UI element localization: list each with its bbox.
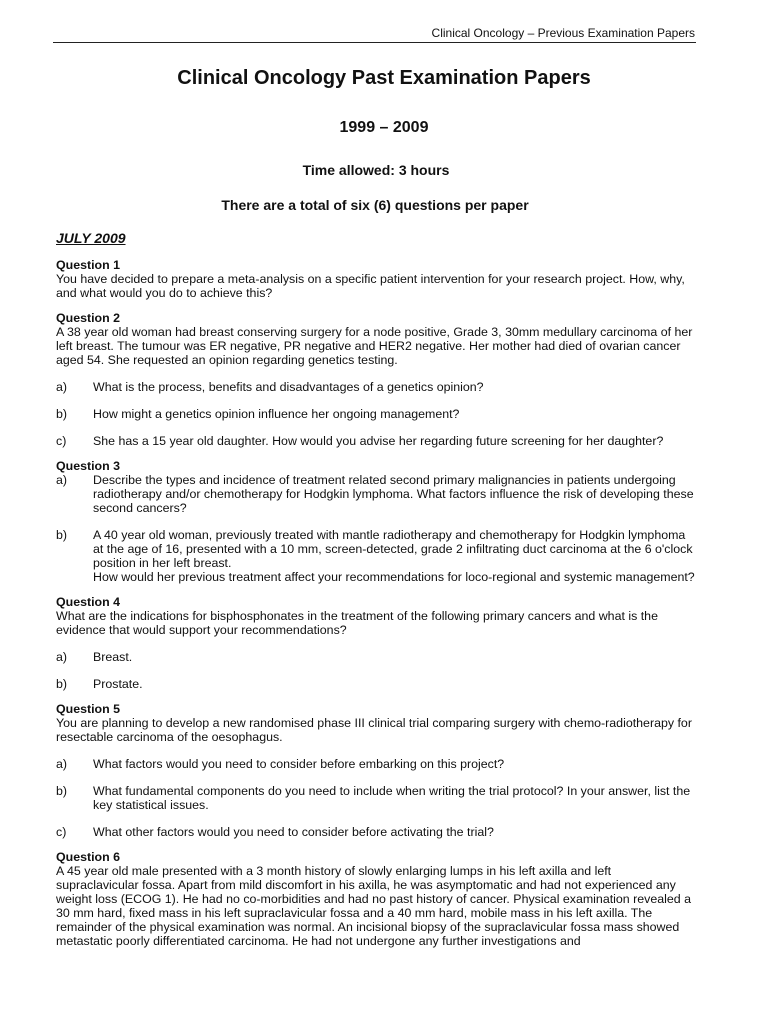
part-text: What is the process, benefits and disadvantages of a genetics opinion? — [93, 380, 484, 394]
section-heading: JULY 2009 — [56, 230, 126, 246]
question-3 — [56, 459, 696, 584]
part-text: Describe the types and incidence of treatment related second primary malignancies in patients undergoing radiotherapy and/or chemotherapy for Hodgkin lymphoma. What factors influence the risk of developing these second cancers? — [93, 473, 694, 515]
part-letter: a) — [56, 757, 68, 771]
time-allowed: Time allowed: 3 hours — [302, 162, 450, 178]
part-letter: a) — [56, 473, 68, 487]
question-part — [56, 380, 696, 394]
part-text: How might a genetics opinion influence her ongoing management? — [93, 407, 460, 421]
question-5 — [56, 702, 696, 839]
question-title: Question 6 — [56, 850, 121, 864]
question-1 — [56, 258, 696, 300]
question-part — [56, 407, 696, 421]
question-parts — [56, 380, 696, 448]
exam-content — [56, 229, 696, 959]
part-text: A 40 year old woman, previously treated with mantle radiotherapy and chemotherapy for Hodgkin lymphoma at the age of 16, presented with a 10 mm, screen-detected, grade 2 infiltrating duct carcinoma at the 6 o'clock position in her left breast. — [93, 528, 693, 570]
question-4 — [56, 595, 696, 691]
part-text: What fundamental components do you need to include when writing the trial protocol? In your answer, list the key statistical issues. — [93, 784, 691, 812]
question-title: Question 2 — [56, 311, 121, 325]
running-header: Clinical Oncology – Previous Examination Papers — [431, 26, 695, 40]
question-part — [56, 757, 696, 771]
part-letter: b) — [56, 677, 68, 691]
part-letter: c) — [56, 434, 67, 448]
question-text: A 45 year old male presented with a 3 month history of slowly enlarging lumps in his left axilla and left supraclavicular fossa. Apart from mild discomfort in his axilla, he was asymptomatic and had not experienced any weight loss (ECOG 1). He had no co-morbidities and had no past history of cancer. Physical examination revealed a 30 mm hard, fixed mass in his left supraclavicular fossa and a 40 mm hard, mobile mass in his left axilla. The remainder of the physical examination was normal. An incisional biopsy of the supraclavicular fossa mass showed metastatic poorly differentiated carcinoma. He had not undergone any further investigations and — [56, 864, 692, 948]
question-title: Question 1 — [56, 258, 121, 272]
question-text: You are planning to develop a new randomised phase III clinical trial comparing surgery with chemo-radiotherapy for resectable carcinoma of the oesophagus. — [56, 716, 692, 744]
question-title: Question 3 — [56, 459, 121, 473]
part-text: Breast. — [93, 650, 133, 664]
question-part — [56, 528, 696, 584]
year-range: 1999 – 2009 — [339, 119, 429, 136]
part-text: What other factors would you need to consider before activating the trial? — [93, 825, 494, 839]
part-text: What factors would you need to consider before embarking on this project? — [93, 757, 505, 771]
part-text: Prostate. — [93, 677, 143, 691]
part-letter: a) — [56, 380, 68, 394]
question-part — [56, 677, 696, 691]
part-letter: c) — [56, 825, 67, 839]
part-letter: b) — [56, 407, 68, 421]
question-part — [56, 784, 696, 812]
question-part — [56, 473, 696, 515]
part-letter: b) — [56, 528, 68, 542]
part-letter: a) — [56, 650, 68, 664]
question-part — [56, 650, 696, 664]
header-rule — [53, 42, 696, 43]
question-part — [56, 825, 696, 839]
question-count-note: There are a total of six (6) questions per paper — [221, 197, 529, 213]
question-title: Question 5 — [56, 702, 121, 716]
part-body — [93, 528, 696, 584]
page-title: Clinical Oncology Past Examination Papers — [177, 67, 591, 89]
question-parts — [56, 473, 696, 584]
question-part — [56, 434, 696, 448]
question-text: A 38 year old woman had breast conserving surgery for a node positive, Grade 3, 30mm medullary carcinoma of her left breast. The tumour was ER negative, PR negative and HER2 negative. Her mother had died of ovarian cancer aged 54. She requested an opinion regarding genetics testing. — [56, 325, 693, 367]
question-title: Question 4 — [56, 595, 121, 609]
question-text: What are the indications for bisphosphonates in the treatment of the following primary cancers and what is the evidence that would support your recommendations? — [56, 609, 658, 637]
question-parts — [56, 650, 696, 691]
question-text: You have decided to prepare a meta-analysis on a specific patient intervention for your research project. How, why, and what would you do to achieve this? — [56, 272, 685, 300]
question-6 — [56, 850, 696, 948]
question-parts — [56, 757, 696, 839]
part-text: She has a 15 year old daughter. How would you advise her regarding future screening for her daughter? — [93, 434, 664, 448]
part-letter: b) — [56, 784, 68, 798]
question-2 — [56, 311, 696, 448]
part-text-continued: How would her previous treatment affect your recommendations for loco-regional and systemic management? — [93, 570, 695, 584]
